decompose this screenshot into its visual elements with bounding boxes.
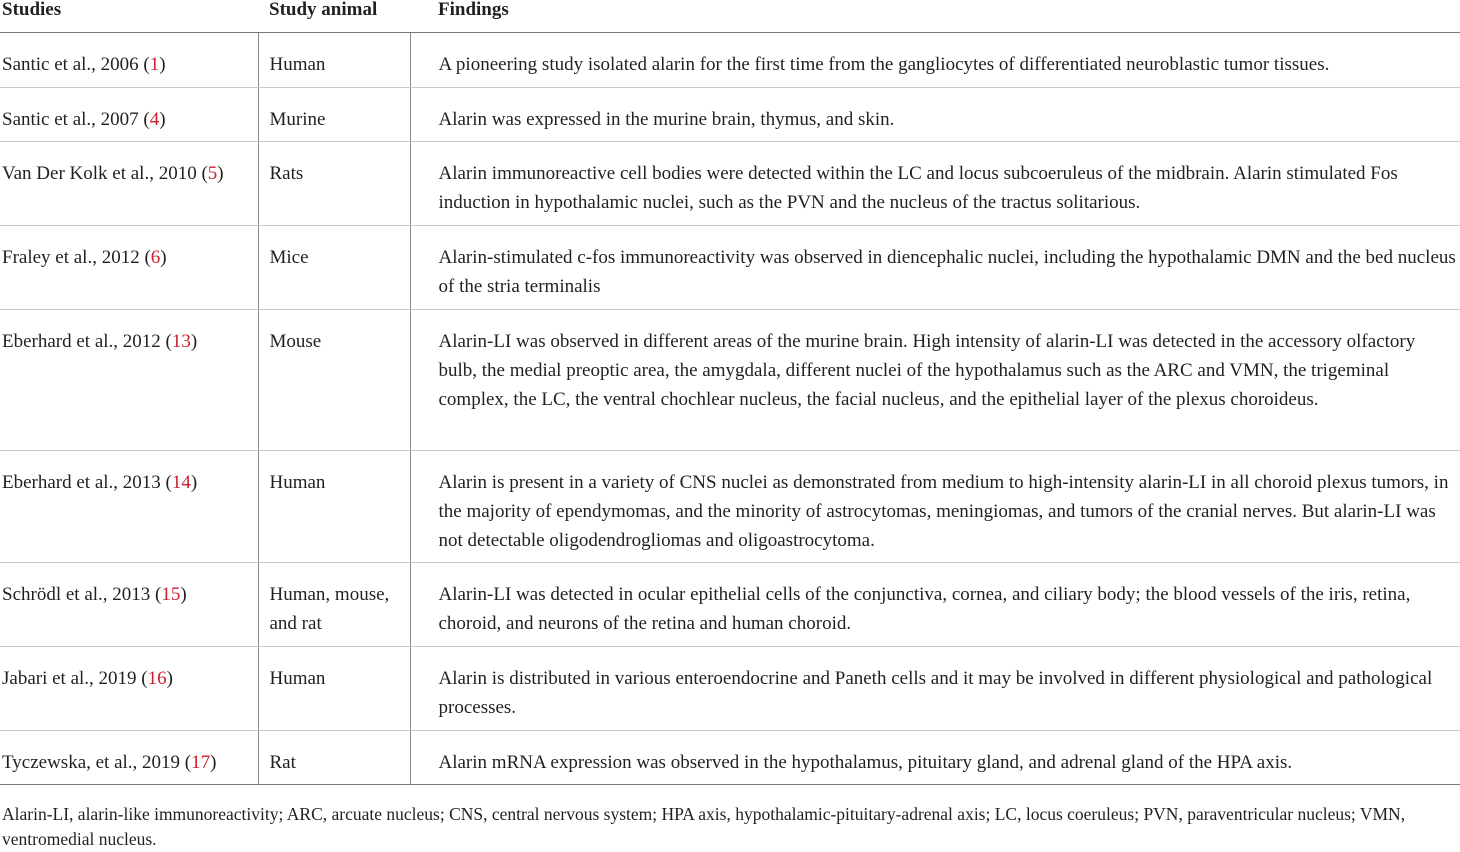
table-row bbox=[0, 226, 1460, 310]
study-citation: Tyczewska, et al., 2019 ( bbox=[2, 752, 192, 773]
table-row bbox=[0, 88, 1460, 142]
study-cell bbox=[0, 647, 258, 731]
study-citation: Eberhard et al., 2012 ( bbox=[2, 331, 172, 352]
findings-text: A pioneering study isolated alarin for the first time from the gangliocytes of differentiated neuroblastic tumor tissues. bbox=[438, 54, 1330, 75]
study-animal-cell bbox=[258, 310, 410, 451]
study-animal-cell bbox=[258, 88, 410, 142]
study-cell bbox=[0, 88, 258, 142]
findings-cell bbox=[410, 451, 1460, 563]
findings-cell bbox=[410, 33, 1460, 88]
reference-link[interactable]: 15 bbox=[161, 584, 181, 605]
findings-cell bbox=[410, 142, 1460, 226]
study-animal: Human, mouse, and rat bbox=[269, 584, 390, 634]
citation-close-paren: ) bbox=[217, 163, 224, 184]
study-animal: Human bbox=[269, 472, 326, 493]
table-row bbox=[0, 451, 1460, 563]
study-cell bbox=[0, 563, 258, 647]
table-row bbox=[0, 142, 1460, 226]
study-animal: Rat bbox=[269, 752, 296, 773]
findings-cell bbox=[410, 310, 1460, 451]
findings-text: Alarin-LI was detected in ocular epithelial cells of the conjunctiva, cornea, and ciliary body; the blood vessels of the iris, retina, choroid, and neurons of the retina and human choroid. bbox=[438, 584, 1411, 634]
findings-cell bbox=[410, 647, 1460, 731]
findings-text: Alarin is distributed in various enteroendocrine and Paneth cells and it may be involved in different physiological and pathological processes. bbox=[438, 668, 1433, 718]
study-citation: Fraley et al., 2012 ( bbox=[2, 247, 151, 268]
study-citation: Santic et al., 2006 ( bbox=[2, 54, 150, 75]
study-citation: Schrödl et al., 2013 ( bbox=[2, 584, 162, 605]
study-animal-cell bbox=[258, 226, 410, 310]
table-row bbox=[0, 563, 1460, 647]
findings-cell bbox=[410, 731, 1460, 785]
header-row bbox=[0, 0, 1460, 33]
citation-close-paren: ) bbox=[190, 331, 198, 352]
study-cell bbox=[0, 451, 258, 563]
citation-close-paren: ) bbox=[210, 752, 217, 773]
table-header bbox=[0, 0, 1460, 33]
header-studies: Studies bbox=[0, 0, 258, 33]
citation-close-paren: ) bbox=[160, 247, 167, 268]
header-study-animal: Study animal bbox=[258, 0, 410, 33]
study-cell bbox=[0, 142, 258, 226]
study-citation: Eberhard et al., 2013 ( bbox=[2, 472, 172, 493]
reference-link[interactable]: 17 bbox=[191, 752, 211, 773]
study-animal: Human bbox=[269, 668, 326, 689]
study-cell bbox=[0, 731, 258, 785]
study-animal-cell bbox=[258, 563, 410, 647]
reference-link[interactable]: 13 bbox=[171, 331, 191, 352]
study-animal: Mice bbox=[269, 247, 309, 268]
citation-close-paren: ) bbox=[159, 54, 166, 75]
citation-close-paren: ) bbox=[159, 109, 166, 130]
findings-text: Alarin-LI was observed in different areas of the murine brain. High intensity of alarin-LI was detected in the accessory olfactory bulb, the medial preoptic area, the amygdala, different nuclei of the hypothalamus such as the ARC and VMN, the trigeminal complex, the LC, the ventral chochlear nucleus, the facial nucleus, and the epithelial layer of the plexus choroideus. bbox=[438, 331, 1416, 410]
reference-link[interactable]: 4 bbox=[149, 109, 160, 130]
study-animal-cell bbox=[258, 142, 410, 226]
reference-link[interactable]: 5 bbox=[207, 163, 218, 184]
citation-close-paren: ) bbox=[166, 668, 173, 689]
findings-text: Alarin mRNA expression was observed in the hypothalamus, pituitary gland, and adrenal gland of the HPA axis. bbox=[438, 752, 1293, 773]
study-animal: Human bbox=[269, 54, 326, 75]
findings-text: Alarin was expressed in the murine brain, thymus, and skin. bbox=[438, 109, 895, 130]
study-animal-cell bbox=[258, 451, 410, 563]
table-row bbox=[0, 33, 1460, 88]
findings-text: Alarin immunoreactive cell bodies were detected within the LC and locus subcoeruleus of the midbrain. Alarin stimulated Fos induction in hypothalamic nuclei, such as the PVN and the nucleus of the tractus solitarious. bbox=[438, 163, 1398, 213]
study-animal: Murine bbox=[269, 109, 326, 130]
findings-cell bbox=[410, 226, 1460, 310]
citation-close-paren: ) bbox=[190, 472, 198, 493]
findings-text: Alarin-stimulated c-fos immunoreactivity was observed in diencephalic nuclei, including the hypothalamic DMN and the bed nucleus of the stria terminalis bbox=[438, 247, 1456, 297]
findings-cell bbox=[410, 88, 1460, 142]
reference-link[interactable]: 16 bbox=[147, 668, 167, 689]
study-citation: Jabari et al., 2019 ( bbox=[2, 668, 148, 689]
table-row bbox=[0, 310, 1460, 451]
reference-link[interactable]: 1 bbox=[149, 54, 160, 75]
study-animal: Mouse bbox=[269, 331, 322, 352]
study-animal-cell bbox=[258, 731, 410, 785]
table-footnote: Alarin-LI, alarin-like immunoreactivity; ARC, arcuate nucleus; CNS, central nervous system; HPA axis, hypothalamic-pituitary-adrenal axis; LC, locus coeruleus; PVN, paraventricular nucleus; VMN, ventromedial nucleus. bbox=[2, 804, 1406, 849]
reference-link[interactable]: 6 bbox=[150, 247, 161, 268]
study-citation: Santic et al., 2007 ( bbox=[2, 109, 150, 130]
study-cell bbox=[0, 226, 258, 310]
study-cell bbox=[0, 310, 258, 451]
study-animal-cell bbox=[258, 647, 410, 731]
table-row bbox=[0, 731, 1460, 785]
table-row bbox=[0, 647, 1460, 731]
study-animal: Rats bbox=[269, 163, 304, 184]
study-citation: Van Der Kolk et al., 2010 ( bbox=[2, 163, 208, 184]
study-cell bbox=[0, 33, 258, 88]
study-animal-cell bbox=[258, 33, 410, 88]
header-findings: Findings bbox=[410, 0, 1460, 33]
reference-link[interactable]: 14 bbox=[171, 472, 191, 493]
findings-cell bbox=[410, 563, 1460, 647]
citation-close-paren: ) bbox=[180, 584, 187, 605]
findings-text: Alarin is present in a variety of CNS nuclei as demonstrated from medium to high-intensity alarin-LI in all choroid plexus tumors, in the majority of ependymomas, and the minority of astrocytomas, meningiomas, and tumors of the cranial nerves. But alarin-LI was not detectable oligodendrogliomas and oligoastrocytoma. bbox=[438, 472, 1449, 551]
table-body bbox=[0, 33, 1460, 785]
